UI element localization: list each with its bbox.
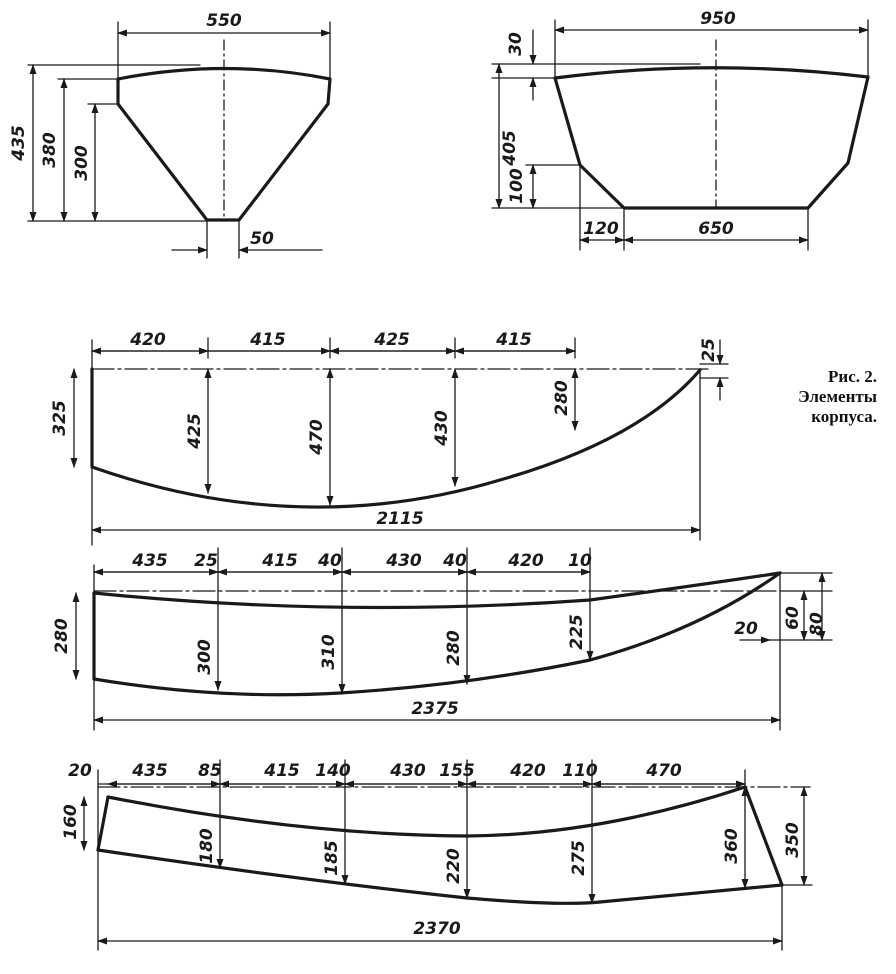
dim-label-length: 2115 bbox=[376, 509, 424, 529]
dim-label-height-0: 280 bbox=[52, 618, 72, 654]
dim-label-height-5: 360 bbox=[722, 828, 742, 864]
bottom-panel-outline-start bbox=[98, 797, 108, 850]
dim-label-spacing-2: 415 bbox=[264, 761, 300, 781]
dim-label-end-inset: 20 bbox=[734, 619, 758, 639]
dim-label-length: 2370 bbox=[413, 919, 461, 939]
dim-label-top-1: 85 bbox=[198, 761, 222, 781]
dim-label-top-width: 950 bbox=[700, 9, 736, 29]
dim-label-height-4: 275 bbox=[569, 840, 589, 876]
dim-label-top-width: 550 bbox=[206, 11, 242, 31]
dim-label-height-end: 350 bbox=[783, 822, 803, 858]
dim-label-spacing-4: 415 bbox=[496, 330, 532, 350]
dim-label-height-1: 425 bbox=[185, 413, 205, 449]
dim-label-spacing-1: 435 bbox=[132, 551, 168, 571]
dim-label-top-4: 10 bbox=[568, 551, 592, 571]
dim-label-spacing-3: 430 bbox=[390, 761, 426, 781]
dim-label-height-chine: 380 bbox=[40, 132, 60, 168]
side-panel-outline bbox=[92, 369, 700, 507]
dim-label-height-0: 160 bbox=[61, 804, 81, 840]
dim-label-top-2: 40 bbox=[318, 551, 342, 571]
stern-section-outline bbox=[555, 68, 868, 208]
dim-label-height-total: 435 bbox=[9, 125, 29, 161]
dim-label-lower-height: 100 bbox=[507, 168, 527, 204]
dim-label-top-offset: 30 bbox=[506, 32, 526, 56]
dim-label-top-4: 110 bbox=[562, 761, 598, 781]
dim-label-height-2: 185 bbox=[322, 840, 342, 876]
side-panel bbox=[50, 330, 728, 545]
dim-label-tip-offset: 25 bbox=[699, 338, 719, 362]
dim-label-length: 2375 bbox=[411, 699, 459, 719]
dim-label-spacing-3: 425 bbox=[374, 330, 410, 350]
dim-label-end-h1: 60 bbox=[783, 606, 803, 630]
dim-label-height-2: 310 bbox=[319, 634, 339, 670]
dim-label-chine-offset: 120 bbox=[583, 219, 619, 239]
dim-label-bottom-width: 50 bbox=[250, 229, 274, 249]
dim-label-height-2: 470 bbox=[307, 419, 327, 455]
dim-label-top-1: 25 bbox=[194, 551, 218, 571]
front-section bbox=[9, 11, 330, 258]
bottom-panel bbox=[61, 760, 812, 950]
dim-label-height: 405 bbox=[500, 130, 520, 166]
caption-line-2: Элементы bbox=[798, 387, 877, 406]
dim-label-height-0: 325 bbox=[50, 400, 70, 436]
dim-label-height-3: 280 bbox=[444, 630, 464, 666]
bottom-panel-outline-end bbox=[745, 787, 782, 885]
dim-label-height-1: 300 bbox=[195, 639, 215, 675]
dim-label-height-1: 180 bbox=[197, 828, 217, 864]
dim-label-top-2: 140 bbox=[315, 761, 351, 781]
dim-label-height-3: 220 bbox=[444, 848, 464, 884]
dim-label-bottom-width: 650 bbox=[698, 219, 734, 239]
caption-line-3: корпуса. bbox=[811, 407, 877, 426]
dim-label-spacing-1: 420 bbox=[130, 330, 166, 350]
dim-label-spacing-5: 470 bbox=[646, 761, 682, 781]
caption-line-1: Рис. 2. bbox=[828, 367, 877, 386]
dim-label-spacing-1: 435 bbox=[132, 761, 168, 781]
dim-label-spacing-2: 415 bbox=[250, 330, 286, 350]
dim-label-height-3: 430 bbox=[432, 410, 452, 446]
dim-label-top-3: 40 bbox=[443, 551, 467, 571]
dim-label-top-3: 155 bbox=[439, 761, 475, 781]
dim-label-end-h2: 80 bbox=[807, 612, 827, 636]
dim-label-spacing-2: 415 bbox=[262, 551, 298, 571]
dim-label-start-offset: 20 bbox=[68, 761, 92, 781]
dim-label-height-4: 225 bbox=[567, 614, 587, 650]
dim-label-spacing-3: 430 bbox=[386, 551, 422, 571]
dim-label-height-4: 280 bbox=[552, 380, 572, 416]
dim-label-height-lower: 300 bbox=[72, 145, 92, 181]
middle-panel bbox=[52, 548, 832, 730]
figure-caption bbox=[765, 367, 877, 427]
middle-panel-outline-top bbox=[94, 573, 780, 608]
stern-section bbox=[492, 9, 868, 250]
dim-label-spacing-4: 420 bbox=[508, 551, 544, 571]
dim-label-spacing-4: 420 bbox=[510, 761, 546, 781]
